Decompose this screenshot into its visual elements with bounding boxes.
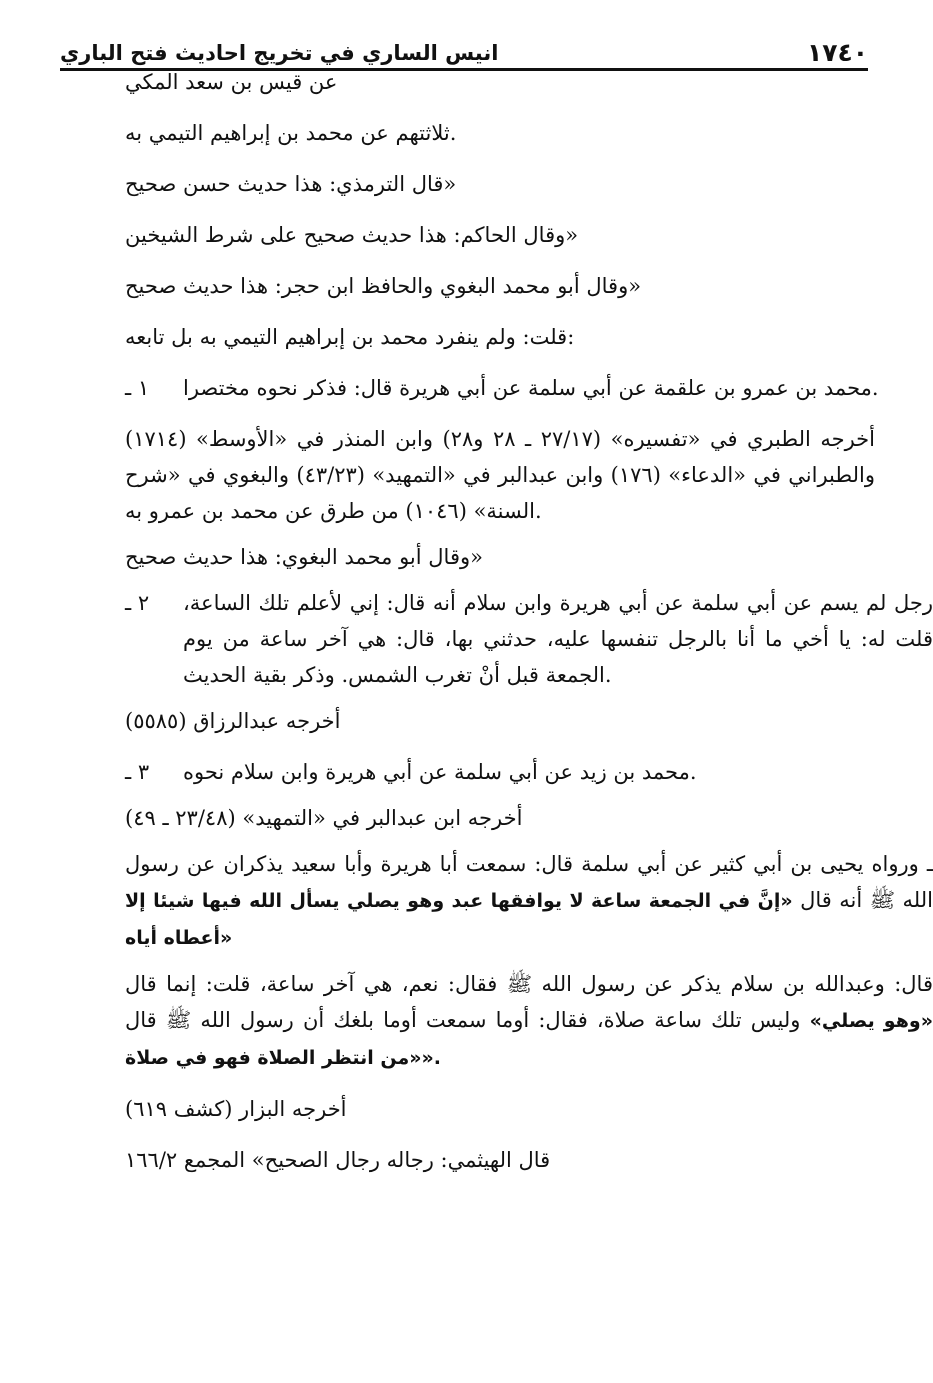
takhrij-note: وقال أبو محمد البغوي: هذا حديث صحيح» <box>125 545 483 569</box>
list-item <box>125 754 933 790</box>
quote-2: «من انتظر الصلاة فهو في صلاة». <box>125 1047 442 1069</box>
item-text: محمد بن عمرو بن علقمة عن أبي سلمة عن أبي هريرة قال: فذكر نحوه مختصرا. <box>183 376 879 400</box>
text-line-2: ثلاثتهم عن محمد بن إبراهيم التيمي به. <box>125 121 457 145</box>
takhrij-line: أخرجه ابن عبدالبر في «التمهيد» (٢٣/٤٨ ـ ٤٩) <box>125 806 523 830</box>
haythami-line: قال الهيثمي: رجاله رجال الصحيح» المجمع ١٦٦/٢ <box>125 1148 551 1172</box>
running-title: انيس الساري في تخريج احاديث فتح الباري <box>60 41 499 65</box>
abdullah-text-2: وليس تلك ساعة صلاة، فقال: أوما سمعت أوما بلغك أن رسول الله ﷺ قال <box>125 1008 801 1032</box>
item-text: محمد بن زيد عن أبي سلمة عن أبي هريرة وابن سلام نحوه. <box>183 760 697 784</box>
text-line-6: قلت: ولم ينفرد محمد بن إبراهيم التيمي به بل تابعه: <box>125 325 575 349</box>
abdullah-text-1: قال: وعبدالله بن سلام يذكر عن رسول الله ﷺ فقال: نعم، هي آخر ساعة، قلت: إنما قال <box>125 972 933 996</box>
hadith-quote: «إنَّ في الجمعة ساعة لا يوافقها عبد وهو يصلي يسأل الله فيها شيئا إلا أعطاه أياه» <box>125 890 793 949</box>
list-item <box>125 585 933 693</box>
item-number: ١ ـ <box>125 376 150 400</box>
quote-1: «وهو يصلي» <box>809 1010 933 1032</box>
takhrij-paragraph: أخرجه الطبري في «تفسيره» (٢٧/١٧ ـ ٢٨ و٢٨) وابن المنذر في «الأوسط» (١٧١٤) والطبراني في «الدعاء» (١٧٦) وابن عبدالبر في «التمهيد» (٤٣/٢٣) والبغوي في «شرح السنة» (١٠٤٦) من طرق عن محمد بن عمرو به. <box>125 427 875 523</box>
item-number: ٣ ـ <box>125 760 150 784</box>
bazzar-line: أخرجه البزار (كشف ٦١٩) <box>125 1097 347 1121</box>
yahya-intro: ـ ورواه يحيى بن أبي كثير عن أبي سلمة قال: سمعت أبا هريرة وأبا سعيد يذكران عن رسول الله ﷺ أنه قال <box>125 852 933 912</box>
page-number: ١٧٤٠ <box>806 38 868 67</box>
item-number: ٢ ـ <box>125 591 150 615</box>
text-line-1: عن قيس بن سعد المكي <box>125 70 338 94</box>
item-text: رجل لم يسم عن أبي سلمة عن أبي هريرة وابن سلام أنه قال: إني لأعلم تلك الساعة، قلت له: يا أخي ما أنا بالرجل تنفسها عليه، حدثني بها، قال: هي آخر ساعة من يوم الجمعة قبل أنْ تغرب الشمس. وذكر بقية الحديث. <box>183 591 933 687</box>
text-line-3: قال الترمذي: هذا حديث حسن صحيح» <box>125 172 457 196</box>
text-line-5: وقال أبو محمد البغوي والحافظ ابن حجر: هذا حديث صحيح» <box>125 274 642 298</box>
abdullah-paragraph <box>125 966 933 1076</box>
text-line-4: وقال الحاكم: هذا حديث صحيح على شرط الشيخين» <box>125 223 579 247</box>
takhrij-line: أخرجه عبدالرزاق (٥٥٨٥) <box>125 709 341 733</box>
page-body <box>125 64 933 1178</box>
list-item <box>125 370 933 406</box>
yahya-paragraph <box>125 846 933 956</box>
